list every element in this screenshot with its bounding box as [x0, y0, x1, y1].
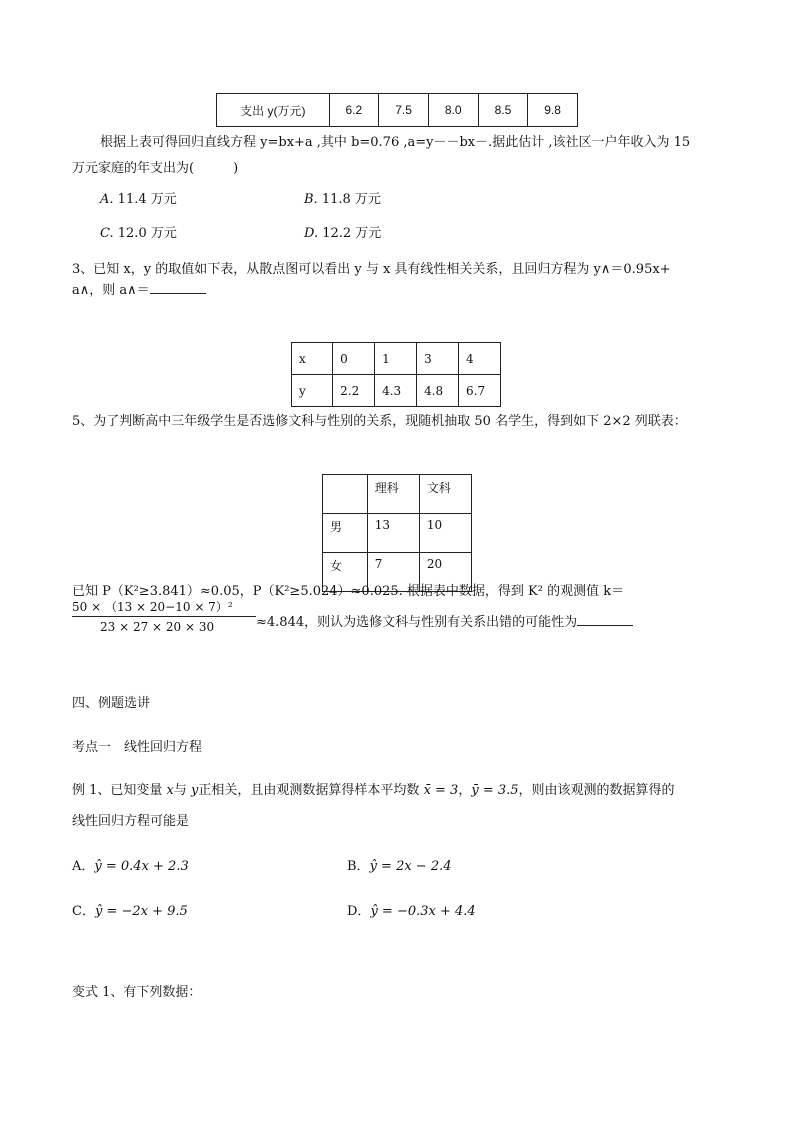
table-cell: 理科: [367, 475, 419, 514]
option-letter: B．: [347, 859, 370, 874]
q3-line2-text: a∧，则 a∧＝: [72, 283, 150, 298]
table-cell: 女: [323, 553, 368, 592]
contingency-table: [322, 474, 472, 592]
table-cell: 7.5: [379, 94, 429, 127]
table-cell: 4: [459, 343, 501, 375]
example1-option-a: [72, 855, 189, 874]
option-letter: D.: [304, 226, 319, 241]
table-cell: 10: [419, 514, 471, 553]
table-cell: 0: [333, 343, 375, 375]
option-letter: D．: [347, 904, 371, 919]
example1-line2: 线性回归方程可能是: [72, 814, 190, 829]
option-letter: A.: [100, 192, 114, 207]
example1-option-d: [347, 900, 476, 919]
conjunction: 与: [173, 783, 187, 798]
table-cell: 男: [323, 514, 368, 553]
option-formula: ŷ = 2x − 2.4: [369, 859, 452, 874]
table-row: [323, 475, 472, 514]
q2-option-c: [100, 222, 177, 241]
variant1-line1: 变式 1、有下列数据：: [72, 985, 202, 1000]
table-cell: 4.3: [375, 375, 417, 407]
table-cell: 文科: [419, 475, 471, 514]
var-y: y: [191, 783, 199, 798]
table-cell: 4.8: [417, 375, 459, 407]
table-cell: 3: [417, 343, 459, 375]
q3-line2: [72, 279, 206, 298]
option-text: 11.4 万元: [117, 192, 177, 207]
answer-blank: [150, 281, 206, 294]
option-formula: ŷ = −0.3x + 4.4: [370, 904, 476, 919]
example1-text-b: 正相关，且由观测数据算得样本平均数: [198, 783, 420, 798]
fraction-bar: [72, 616, 256, 617]
option-formula: ŷ = 0.4x + 2.3: [94, 859, 189, 874]
option-letter: A．: [72, 859, 95, 874]
table-cell: 6.2: [329, 94, 379, 127]
example1-text-c: ，则由该观测的数据算得的: [518, 783, 675, 798]
table-row: [292, 343, 501, 375]
q5-line2: 已知 P（K²≥3.841）≈0.05，P（K²≥5.024）≈0.025. 根据表中数据，得到 K² 的观测值 k＝: [72, 584, 625, 599]
y-bar-value: ȳ = 3.5: [471, 783, 519, 798]
option-letter: B.: [304, 192, 318, 207]
example1-option-b: [347, 855, 452, 874]
q2-line1: 根据上表可得回归直线方程 y=bx+a ,其中 b=0.76 ,a=y－－bx－.据此估计 ,该社区一户年收入为 15: [100, 135, 691, 150]
var-x: x: [166, 783, 174, 798]
q2-line2: 万元家庭的年支出为( ): [72, 161, 239, 176]
example1-text-a: 例 1、已知变量: [72, 783, 163, 798]
table-cell: y: [292, 375, 333, 407]
example1-line1: [72, 779, 675, 798]
table-cell: x: [292, 343, 333, 375]
example1-option-c: [72, 900, 188, 919]
table-cell: 1: [375, 343, 417, 375]
expense-table: [216, 93, 578, 127]
section-title: 四、例题选讲: [72, 696, 151, 711]
option-text: 12.0 万元: [117, 226, 177, 241]
separator: ，: [458, 783, 472, 798]
table-cell-label: 支出 y(万元): [217, 94, 330, 127]
q2-option-a: [100, 188, 177, 207]
point-heading: 考点一 线性回归方程: [72, 740, 203, 755]
q5-line3: [256, 611, 633, 630]
option-letter: C.: [100, 226, 114, 241]
q2-option-d: [304, 222, 381, 241]
answer-blank: [577, 613, 633, 626]
q2-option-b: [304, 188, 381, 207]
table-cell: 9.8: [528, 94, 578, 127]
option-text: 12.2 万元: [322, 226, 382, 241]
q3-line1: 3、已知 x，y 的取值如下表，从散点图可以看出 y 与 x 具有线性相关关系，且回归方程为 y∧＝0.95x+: [72, 262, 671, 277]
table-cell: 20: [419, 553, 471, 592]
q5-line1: 5、为了判断高中三年级学生是否选修文科与性别的关系，现随机抽取 50 名学生，得到如下 2×2 列联表：: [72, 414, 687, 429]
table-row: [217, 94, 578, 127]
table-cell: 13: [367, 514, 419, 553]
option-text: 11.8 万元: [321, 192, 381, 207]
k-square-fraction: [72, 598, 262, 638]
xy-table: [291, 342, 501, 407]
table-cell: 6.7: [459, 375, 501, 407]
table-cell: 8.0: [428, 94, 478, 127]
table-cell: 8.5: [478, 94, 528, 127]
fraction-denominator: 23 × 27 × 20 × 30: [100, 620, 215, 634]
table-cell: 2.2: [333, 375, 375, 407]
option-formula: ŷ = −2x + 9.5: [94, 904, 188, 919]
option-letter: C．: [72, 904, 95, 919]
table-cell: [323, 475, 368, 514]
table-row: [323, 514, 472, 553]
q5-line3-text: ≈4.844，则认为选修文科与性别有关系出错的可能性为: [256, 615, 578, 630]
fraction-numerator: 50 × （13 × 20−10 × 7）²: [72, 600, 233, 614]
table-cell: 7: [367, 553, 419, 592]
table-row: [292, 375, 501, 407]
x-bar-value: x̄ = 3: [423, 783, 459, 798]
